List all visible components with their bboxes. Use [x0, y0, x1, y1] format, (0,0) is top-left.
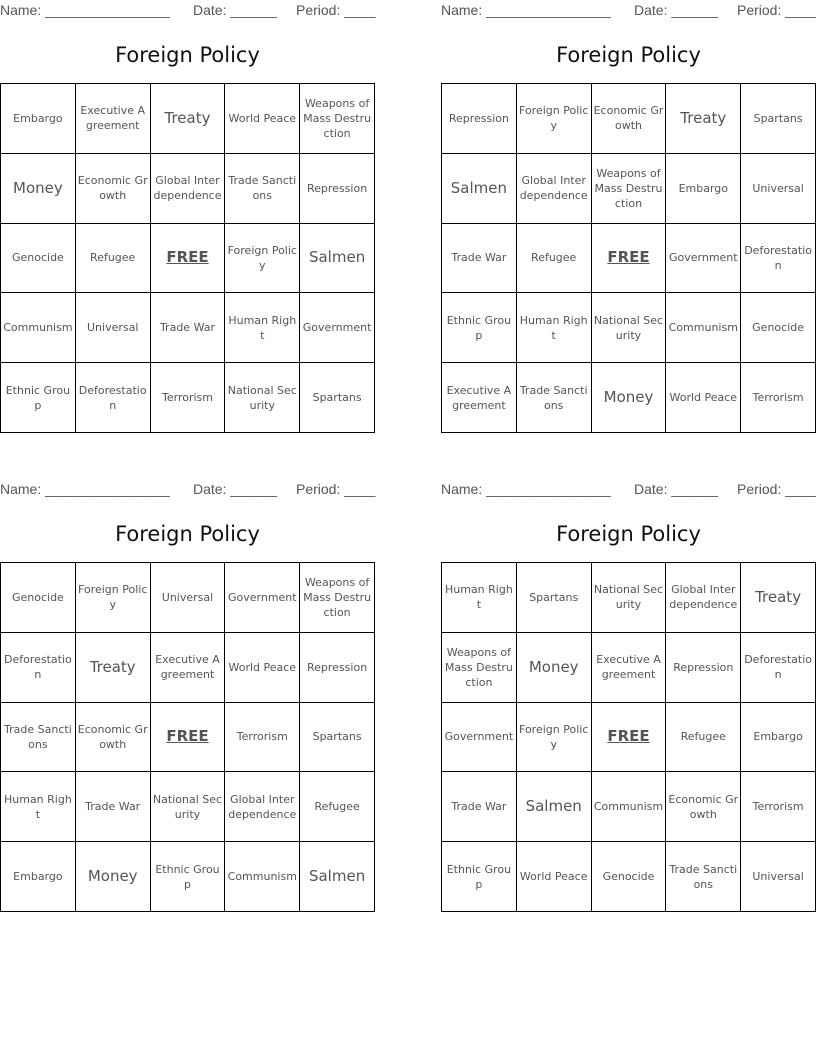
bingo-cell: Spartans	[300, 703, 375, 773]
bingo-cell: Terrorism	[151, 363, 226, 433]
bingo-cell: Terrorism	[741, 772, 816, 842]
bingo-cell: Refugee	[666, 703, 741, 773]
bingo-cell: Economic Growth	[76, 703, 151, 773]
bingo-cell: Weapons of Mass Destruction	[300, 563, 375, 633]
bingo-cell: World Peace	[666, 363, 741, 433]
bingo-cell: Trade War	[151, 293, 226, 363]
bingo-cell: Human Right	[517, 293, 592, 363]
name-field-label: Name: ________________	[0, 2, 170, 18]
bingo-cell: Government	[442, 703, 517, 773]
date-field-label: Date: ______	[634, 2, 719, 18]
bingo-cell: Weapons of Mass Destruction	[300, 84, 375, 154]
bingo-cell: World Peace	[517, 842, 592, 912]
bingo-cell: Deforestation	[741, 633, 816, 703]
bingo-cell: Human Right	[1, 772, 76, 842]
bingo-cell: Refugee	[517, 224, 592, 294]
bingo-cell: Economic Growth	[666, 772, 741, 842]
bingo-cell: Genocide	[741, 293, 816, 363]
bingo-cell: Treaty	[151, 84, 226, 154]
bingo-cell: Executive Agreement	[151, 633, 226, 703]
bingo-cell: Refugee	[76, 224, 151, 294]
date-field-label: Date: ______	[193, 2, 278, 18]
bingo-cell: Deforestation	[76, 363, 151, 433]
bingo-cell: National Security	[151, 772, 226, 842]
bingo-cell: Embargo	[741, 703, 816, 773]
bingo-cell: Universal	[76, 293, 151, 363]
period-field-label: Period: ____	[737, 2, 816, 18]
bingo-cell: Government	[300, 293, 375, 363]
free-space-cell: FREE	[151, 224, 226, 294]
student-info-line	[0, 479, 375, 501]
bingo-cell: Salmen	[517, 772, 592, 842]
bingo-cell: Foreign Policy	[225, 224, 300, 294]
period-field-label: Period: ____	[296, 481, 376, 497]
bingo-cell: Money	[1, 154, 76, 224]
bingo-cell: Money	[517, 633, 592, 703]
student-info-line	[441, 0, 816, 22]
bingo-cell: Government	[225, 563, 300, 633]
bingo-cell: Universal	[741, 154, 816, 224]
bingo-cell: Communism	[666, 293, 741, 363]
bingo-cell: Genocide	[1, 224, 76, 294]
bingo-cell: Repression	[666, 633, 741, 703]
bingo-cell: Human Right	[225, 293, 300, 363]
bingo-cell: Economic Growth	[592, 84, 667, 154]
bingo-cell: Foreign Policy	[517, 84, 592, 154]
bingo-cell: Embargo	[1, 842, 76, 912]
bingo-cell: National Security	[592, 293, 667, 363]
bingo-cell: Spartans	[300, 363, 375, 433]
bingo-cell: Foreign Policy	[517, 703, 592, 773]
bingo-cell: Communism	[1, 293, 76, 363]
bingo-cell: Terrorism	[741, 363, 816, 433]
bingo-cell: Weapons of Mass Destruction	[442, 633, 517, 703]
bingo-cell: Trade Sanctions	[517, 363, 592, 433]
bingo-cell: Genocide	[1, 563, 76, 633]
bingo-cell: Universal	[741, 842, 816, 912]
period-field-label: Period: ____	[737, 481, 816, 497]
bingo-cell: Deforestation	[741, 224, 816, 294]
bingo-cell: Global Interdependence	[517, 154, 592, 224]
bingo-cell: Salmen	[442, 154, 517, 224]
bingo-cell: Executive Agreement	[76, 84, 151, 154]
date-field-label: Date: ______	[193, 481, 278, 497]
bingo-cell: Communism	[592, 772, 667, 842]
bingo-cell: Trade Sanctions	[225, 154, 300, 224]
bingo-cell: Government	[666, 224, 741, 294]
free-space-cell: FREE	[151, 703, 226, 773]
bingo-cell: Communism	[225, 842, 300, 912]
student-info-line	[0, 0, 375, 22]
free-space-cell: FREE	[592, 703, 667, 773]
bingo-cell: Trade War	[442, 224, 517, 294]
card-title: Foreign Policy	[556, 522, 701, 546]
free-space-cell: FREE	[592, 224, 667, 294]
bingo-cell: Repression	[442, 84, 517, 154]
bingo-cell: Repression	[300, 633, 375, 703]
bingo-cell: Ethnic Group	[442, 842, 517, 912]
bingo-cell: Weapons of Mass Destruction	[592, 154, 667, 224]
bingo-cell: Deforestation	[1, 633, 76, 703]
bingo-cell: Salmen	[300, 842, 375, 912]
bingo-cell: Treaty	[76, 633, 151, 703]
bingo-cell: Executive Agreement	[442, 363, 517, 433]
bingo-cell: Genocide	[592, 842, 667, 912]
bingo-cell: Ethnic Group	[442, 293, 517, 363]
bingo-cell: Terrorism	[225, 703, 300, 773]
bingo-cell: Spartans	[517, 563, 592, 633]
name-field-label: Name: ________________	[0, 481, 170, 497]
bingo-cell: Executive Agreement	[592, 633, 667, 703]
bingo-cell: Foreign Policy	[76, 563, 151, 633]
card-title: Foreign Policy	[556, 43, 701, 67]
bingo-cell: National Security	[225, 363, 300, 433]
bingo-cell: Global Interdependence	[225, 772, 300, 842]
bingo-grid	[0, 83, 375, 433]
bingo-cell: Money	[592, 363, 667, 433]
bingo-cell: Refugee	[300, 772, 375, 842]
bingo-cell: Trade War	[76, 772, 151, 842]
bingo-cell: Embargo	[666, 154, 741, 224]
bingo-cell: Repression	[300, 154, 375, 224]
bingo-cell: Trade Sanctions	[1, 703, 76, 773]
period-field-label: Period: ____	[296, 2, 376, 18]
bingo-cell: Ethnic Group	[1, 363, 76, 433]
bingo-cell: Salmen	[300, 224, 375, 294]
bingo-cell: Human Right	[442, 563, 517, 633]
bingo-cell: Embargo	[1, 84, 76, 154]
bingo-cell: Economic Growth	[76, 154, 151, 224]
name-field-label: Name: ________________	[441, 481, 611, 497]
date-field-label: Date: ______	[634, 481, 719, 497]
bingo-cell: Treaty	[666, 84, 741, 154]
bingo-cell: World Peace	[225, 84, 300, 154]
bingo-grid	[0, 562, 375, 912]
bingo-cell: Trade War	[442, 772, 517, 842]
bingo-cell: Money	[76, 842, 151, 912]
bingo-cell: Global Interdependence	[151, 154, 226, 224]
bingo-cell: Global Interdependence	[666, 563, 741, 633]
card-title: Foreign Policy	[115, 43, 260, 67]
bingo-cell: Treaty	[741, 563, 816, 633]
bingo-cell: Spartans	[741, 84, 816, 154]
bingo-cell: Ethnic Group	[151, 842, 226, 912]
bingo-cell: Universal	[151, 563, 226, 633]
name-field-label: Name: ________________	[441, 2, 611, 18]
bingo-grid	[441, 83, 816, 433]
bingo-grid	[441, 562, 816, 912]
card-title: Foreign Policy	[115, 522, 260, 546]
student-info-line	[441, 479, 816, 501]
bingo-cell: Trade Sanctions	[666, 842, 741, 912]
bingo-cell: National Security	[592, 563, 667, 633]
bingo-cell: World Peace	[225, 633, 300, 703]
